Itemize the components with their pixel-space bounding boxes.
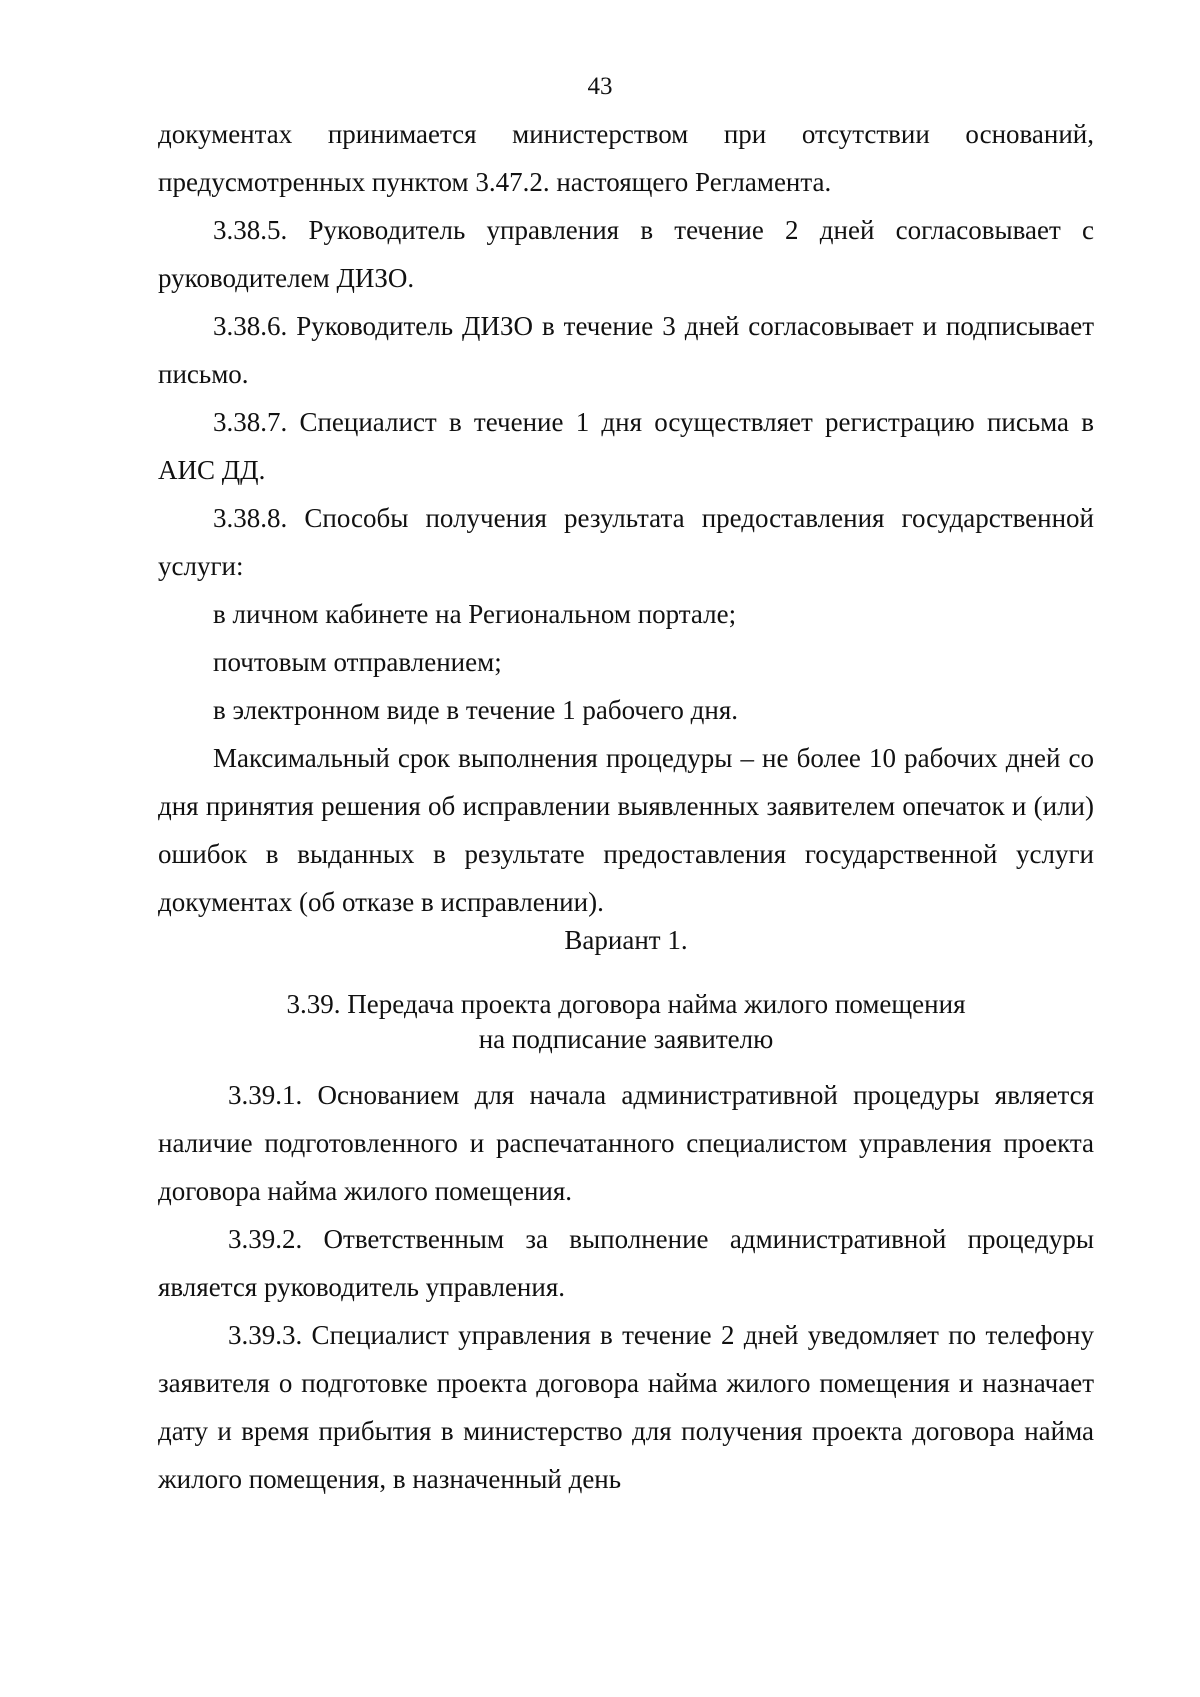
page-number: 43 [587, 73, 613, 100]
section-heading-line-1: 3.39. Передача проекта договора найма жилого помещения [286, 989, 966, 1019]
list-item-regional-portal: в личном кабинете на Региональном портале; [213, 599, 737, 629]
text-block-3-39 [158, 1071, 1094, 1503]
paragraph-3-38-7: 3.38.7. Специалист в течение 1 дня осуществляет регистрацию письма в АИС ДД. [158, 407, 1094, 485]
paragraph-3-38-8: 3.38.8. Способы получения результата предоставления государственной услуги: [158, 503, 1094, 581]
paragraph-3-38-5: 3.38.5. Руководитель управления в течение 2 дней согласовывает с руководителем ДИЗО. [158, 215, 1094, 293]
paragraph-continuation: документах принимается министерством при отсутствии оснований, предусмотренных пунктом 3.47.2. настоящего Регламента. [158, 119, 1094, 197]
text-block-3-38 [158, 110, 1094, 926]
paragraph-3-39-3: 3.39.3. Специалист управления в течение 2 дней уведомляет по телефону заявителя о подготовке проекта договора найма жилого помещения и назначает дату и время прибытия в министерство для получения проекта договора найма жилого помещения, в назначенный день [158, 1320, 1094, 1494]
paragraph-3-39-1: 3.39.1. Основанием для начала административной процедуры является наличие подготовленного и распечатанного специалистом управления проекта договора найма жилого помещения. [158, 1080, 1094, 1206]
section-heading-line-2: на подписание заявителю [478, 1024, 774, 1054]
list-item-electronic: в электронном виде в течение 1 рабочего дня. [213, 695, 738, 725]
paragraph-3-38-6: 3.38.6. Руководитель ДИЗО в течение 3 дней согласовывает и подписывает письмо. [158, 311, 1094, 389]
paragraph-3-39-2: 3.39.2. Ответственным за выполнение административной процедуры является руководитель управления. [158, 1224, 1094, 1302]
section-heading-3-39 [158, 987, 1094, 1057]
variant-title: Вариант 1. [564, 925, 688, 955]
list-item-postal: почтовым отправлением; [213, 647, 502, 677]
paragraph-max-duration: Максимальный срок выполнения процедуры – не более 10 рабочих дней со дня принятия решения об исправлении выявленных заявителем опечаток и (или) ошибок в выданных в результате предоставления государственной услуги документах (об отказе в исправлении). [158, 743, 1094, 917]
